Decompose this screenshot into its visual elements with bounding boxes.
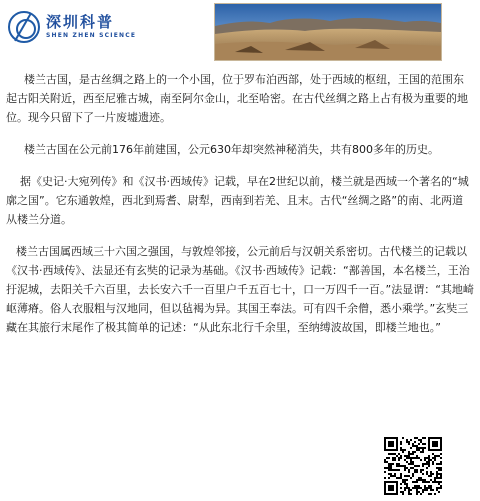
logo-emblem-icon bbox=[8, 11, 40, 43]
paragraph-history: 楼兰古国在公元前176年前建国，公元630年却突然神秘消失，共有800多年的历史。 bbox=[24, 143, 439, 156]
paragraph-relations: 楼兰古国属西域三十六国之强国，与敦煌邻接，公元前后与汉朝关系密切。古代楼兰的记载以《汉书·西域传》、法显还有玄奘的记录为基础。《汉书·西域传》记载：“鄯善国，本名楼兰，王治扜泥城，去阳关千六百里，去长安六千一百里户千五百七十，口一万四千一百。”法显谓：“其地崎岖薄瘠。俗人衣服粗与汉地同，但以毡褐为异。其国王奉法。可有四千余僧，悉小乘学。”玄奘三藏在其旅行末尾作了极其简单的记述：“从此东北行千余里，至纳缚波故国，即楼兰地也。” bbox=[6, 245, 474, 334]
paragraph-records: 据《史记·大宛列传》和《汉书·西域传》记载，早在2世纪以前，楼兰就是西域一个著名的“城廓之国”。它东通敦煌，西北到焉耆、尉犁，西南到若羌、且末。古代“丝绸之路”的南、北两道从楼兰分道。 bbox=[6, 175, 469, 226]
article-body bbox=[6, 70, 474, 350]
paragraph-intro: 楼兰古国，是古丝绸之路上的一个小国，位于罗布泊西部，处于西域的枢纽，王国的范围东起古阳关附近，西至尼雅古城，南至阿尔金山，北至哈密。在古代丝绸之路上占有极为重要的地位。现今只留下了一片废墟遗迹。 bbox=[6, 73, 468, 124]
site-logo bbox=[8, 10, 183, 44]
loulan-ruins-photo bbox=[214, 3, 442, 61]
logo-title: 深圳科普 bbox=[46, 13, 115, 31]
logo-subtitle: SHEN ZHEN SCIENCE bbox=[46, 32, 137, 39]
logo-text bbox=[46, 15, 136, 39]
qr-code bbox=[382, 435, 444, 497]
